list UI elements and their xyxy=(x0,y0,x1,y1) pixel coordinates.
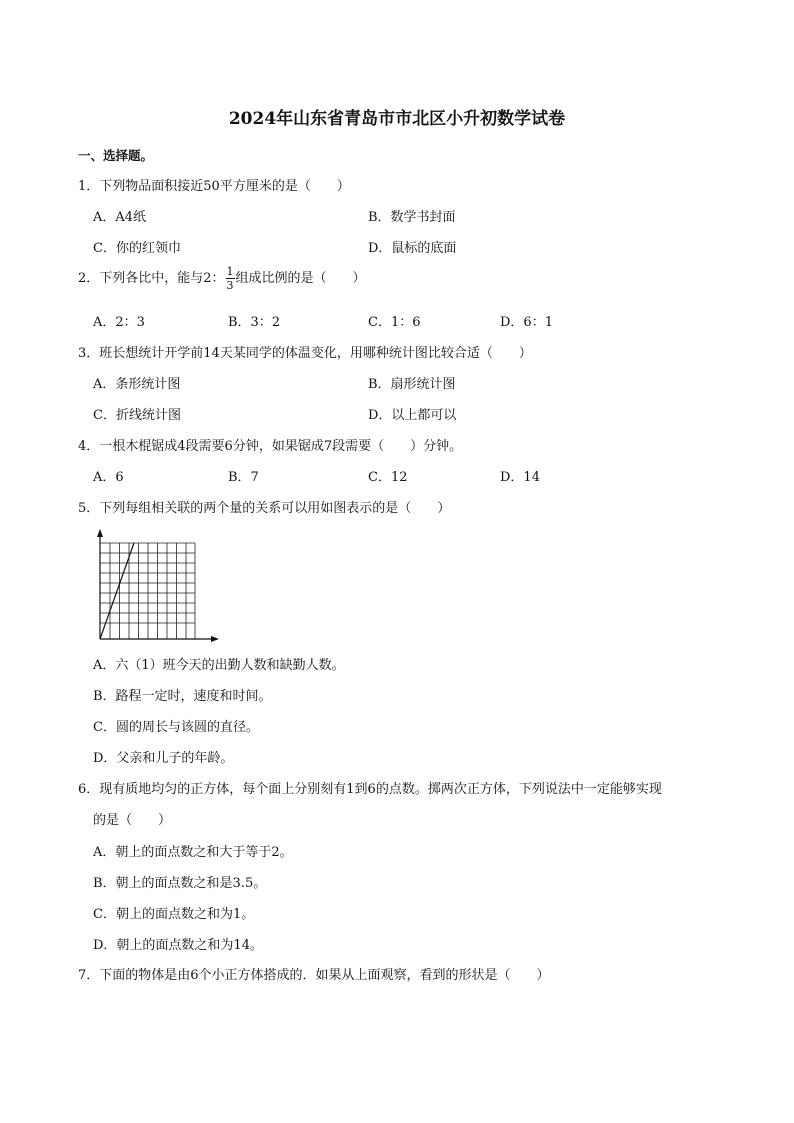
question-1-option-c: C．你的红领巾 xyxy=(93,241,181,256)
fraction-denominator: 3 xyxy=(226,279,234,292)
question-2-stem xyxy=(78,266,366,291)
fraction-numerator: 1 xyxy=(226,265,234,278)
question-5-option-b: B．路程一定时，速度和时间。 xyxy=(93,689,272,704)
question-6-option-c: C．朝上的面点数之和为1。 xyxy=(93,907,255,922)
question-2-option-b: B．3：2 xyxy=(228,315,281,330)
question-4-stem: 4．一根木棍锯成4段需要6分钟，如果锯成7段需要（ ）分钟。 xyxy=(78,439,463,454)
section-heading: 一、选择题。 xyxy=(78,148,154,163)
question-1-option-b: B．数学书封面 xyxy=(368,210,456,225)
question-4-option-b: B．7 xyxy=(228,470,259,485)
question-5-option-a: A．六（1）班今天的出勤人数和缺勤人数。 xyxy=(93,658,345,673)
question-4-option-c: C．12 xyxy=(368,470,408,485)
question-3-option-a: A．条形统计图 xyxy=(93,377,181,392)
question-4-option-a: A．6 xyxy=(93,470,124,485)
grid-lines xyxy=(100,543,195,639)
question-1-stem: 1．下列物品面积接近50平方厘米的是（ ） xyxy=(78,179,350,194)
question-6-option-d: D．朝上的面点数之和为14。 xyxy=(93,938,263,953)
question-1-option-a: A．A4纸 xyxy=(93,210,147,225)
question-3-option-c: C．折线统计图 xyxy=(93,408,181,423)
question-2-option-a: A．2：3 xyxy=(93,315,145,330)
question-5-option-d: D．父亲和儿子的年龄。 xyxy=(93,751,234,766)
question-5-option-c: C．圆的周长与该圆的直径。 xyxy=(93,720,259,735)
question-2-option-c: C．1：6 xyxy=(368,315,421,330)
question-6-option-b: B．朝上的面点数之和是3.5。 xyxy=(93,876,267,891)
question-3-option-b: B．扇形统计图 xyxy=(368,377,456,392)
x-axis-arrow xyxy=(211,636,219,642)
page-title: 2024年山东省青岛市市北区小升初数学试卷 xyxy=(228,109,566,129)
question-2-stem-after: 组成比例的是（ ） xyxy=(235,271,366,286)
question-3-option-d: D．以上都可以 xyxy=(368,408,457,423)
question-6-option-a: A．朝上的面点数之和大于等于2。 xyxy=(93,845,293,860)
proportion-grid-figure xyxy=(90,527,222,645)
question-6-stem-line1: 6．现有质地均匀的正方体，每个面上分别刻有1到6的点数。掷两次正方体，下列说法中一定能够实现 xyxy=(78,782,662,797)
question-6-stem-line2: 的是（ ） xyxy=(93,813,172,828)
fraction-one-third xyxy=(226,266,235,291)
question-2-stem-before: 2．下列各比中，能与2： xyxy=(78,271,225,286)
question-1-option-d: D．鼠标的底面 xyxy=(368,241,457,256)
question-2-option-d: D．6：1 xyxy=(500,315,553,330)
question-3-stem: 3．班长想统计开学前14天某同学的体温变化，用哪种统计图比较合适（ ） xyxy=(78,346,532,361)
question-4-option-d: D．14 xyxy=(500,470,540,485)
question-5-stem: 5．下列每组相关联的两个量的关系可以用如图表示的是（ ） xyxy=(78,501,451,516)
question-7-stem: 7．下面的物体是由6个小正方体搭成的．如果从上面观察，看到的形状是（ ） xyxy=(78,968,550,983)
y-axis-arrow xyxy=(97,529,103,537)
